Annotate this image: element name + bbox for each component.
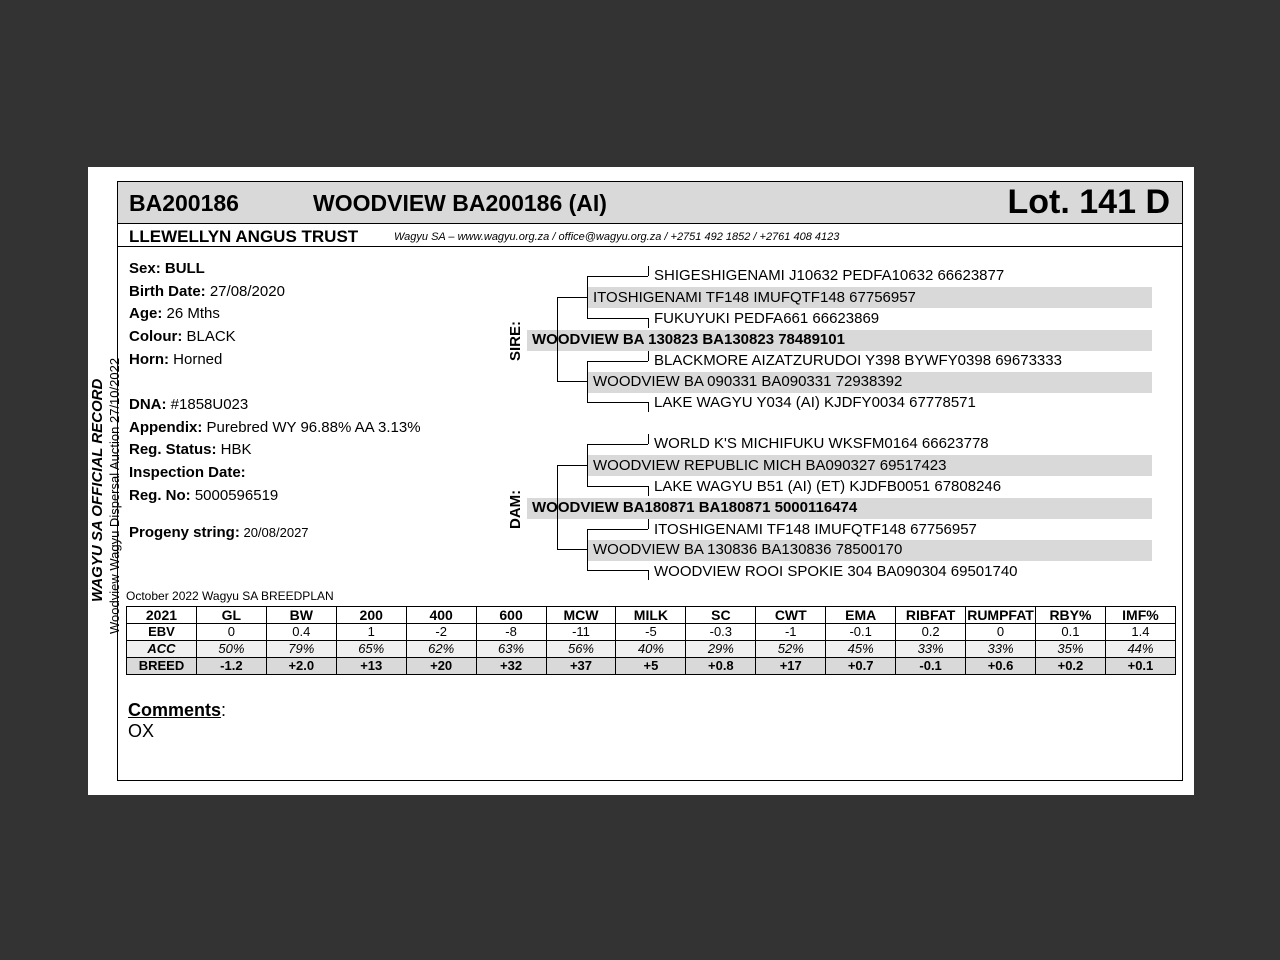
breedplan-cell: +32 — [476, 658, 546, 675]
sex-row — [129, 260, 205, 277]
breedplan-cell: CWT — [756, 607, 826, 624]
inspection-row — [129, 464, 246, 481]
breedplan-cell: +5 — [616, 658, 686, 675]
connector-line — [587, 570, 648, 571]
sire-sire-name: ITOSHIGENAMI TF148 IMUFQTF148 67756957 — [593, 289, 916, 306]
breedplan-cell: 0 — [196, 624, 266, 641]
breedplan-cell: +0.6 — [966, 658, 1036, 675]
dna-value: #1858U023 — [166, 396, 249, 413]
sire-sire-dam-name: FUKUYUKI PEDFA661 66623869 — [654, 310, 880, 327]
connector-line — [648, 570, 649, 580]
progeny-value: 20/08/2027 — [239, 525, 309, 540]
breedplan-cell: 33% — [966, 641, 1036, 658]
breedplan-cell: 600 — [476, 607, 546, 624]
colour-row — [129, 328, 236, 345]
sex-value: BULL — [164, 260, 205, 277]
breedplan-cell: SC — [686, 607, 756, 624]
breedplan-cell: 45% — [826, 641, 896, 658]
breedplan-cell: -2 — [406, 624, 476, 641]
official-record-label: WAGYU SA OFFICIAL RECORD — [89, 378, 106, 602]
breedplan-cell: -0.3 — [686, 624, 756, 641]
breedplan-cell: 1.4 — [1105, 624, 1175, 641]
reg-status-value: HBK — [216, 441, 252, 458]
sire-sire-sire-name: SHIGESHIGENAMI J10632 PEDFA10632 66623877 — [654, 267, 1005, 284]
breedplan-cell: 33% — [896, 641, 966, 658]
connector-line — [648, 266, 649, 276]
animal-name: WOODVIEW BA200186 (AI) — [313, 190, 607, 216]
breedplan-cell: 29% — [686, 641, 756, 658]
breedplan-cell: +0.1 — [1105, 658, 1175, 675]
connector-line — [648, 318, 649, 328]
breedplan-cell: RBY% — [1035, 607, 1105, 624]
breedplan-cell: MILK — [616, 607, 686, 624]
age-row — [129, 305, 220, 322]
breedplan-cell: 62% — [406, 641, 476, 658]
connector-line — [587, 486, 648, 487]
horn-row — [129, 351, 222, 368]
breedplan-cell: -0.1 — [826, 624, 896, 641]
breedplan-cell: -5 — [616, 624, 686, 641]
breedplan-cell: 35% — [1035, 641, 1105, 658]
breedplan-cell: ACC — [127, 641, 197, 658]
breedplan-cell: MCW — [546, 607, 616, 624]
animal-record-card — [117, 181, 1183, 781]
owner-row — [118, 224, 1182, 247]
breedplan-cell: 200 — [336, 607, 406, 624]
connector-line — [587, 318, 648, 319]
dam-sire-dam-name: LAKE WAGYU B51 (AI) (ET) KJDFB0051 67808246 — [654, 478, 1002, 495]
breedplan-cell: 400 — [406, 607, 476, 624]
connector-line — [557, 297, 588, 298]
record-header — [118, 182, 1182, 224]
sire-dam-name: WOODVIEW BA 090331 BA090331 72938392 — [593, 373, 903, 390]
breedplan-cell: -1.2 — [196, 658, 266, 675]
sire-dam-dam-name: LAKE WAGYU Y034 (AI) KJDFY0034 67778571 — [654, 394, 976, 411]
contact-line: Wagyu SA – www.wagyu.org.za / office@wagyu.org.za / +2751 492 1852 / +2761 408 4123 — [394, 231, 840, 243]
inspection-label: Inspection Date: — [129, 464, 246, 481]
breedplan-cell: EBV — [127, 624, 197, 641]
breedplan-cell: BW — [266, 607, 336, 624]
dna-label: DNA: — [129, 396, 167, 413]
progeny-label: Progeny string: — [129, 524, 240, 541]
connector-line — [557, 549, 588, 550]
dna-row — [129, 396, 248, 413]
dam-sire-name: WOODVIEW REPUBLIC MICH BA090327 69517423 — [593, 457, 947, 474]
breedplan-cell: 44% — [1105, 641, 1175, 658]
horn-label: Horn: — [129, 351, 169, 368]
connector-line — [557, 381, 588, 382]
connector-line — [587, 529, 648, 530]
colour-label: Colour: — [129, 328, 183, 345]
breedplan-cell: +37 — [546, 658, 616, 675]
breedplan-cell: 0 — [966, 624, 1036, 641]
dam-dam-dam-name: WOODVIEW ROOI SPOKIE 304 BA090304 69501740 — [654, 563, 1018, 580]
breedplan-cell: RUMPFAT — [967, 607, 1034, 623]
breedplan-row-ebv — [127, 624, 1176, 641]
connector-line — [648, 402, 649, 412]
breedplan-cell: 0.1 — [1035, 624, 1105, 641]
reg-status-row — [129, 441, 252, 458]
owner-name: LLEWELLYN ANGUS TRUST — [129, 227, 359, 246]
birth-value: 27/08/2020 — [205, 283, 285, 300]
horn-value: Horned — [169, 351, 223, 368]
comments-heading — [128, 700, 226, 721]
connector-line — [648, 519, 649, 529]
breedplan-cell: +2.0 — [266, 658, 336, 675]
reg-no-value: 5000596519 — [190, 487, 279, 504]
connector-line — [648, 351, 649, 361]
comments-colon: : — [221, 700, 227, 720]
breedplan-table — [126, 606, 1176, 675]
dam-sire-sire-name: WORLD K'S MICHIFUKU WKSFM0164 66623778 — [654, 435, 989, 452]
breedplan-cell: 52% — [756, 641, 826, 658]
animal-id: BA200186 — [129, 190, 239, 216]
breedplan-cell: +17 — [756, 658, 826, 675]
sire-dam-sire-name: BLACKMORE AIZATZURUDOI Y398 BYWFY0398 69673333 — [654, 352, 1062, 369]
dam-dam-sire-name: ITOSHIGENAMI TF148 IMUFQTF148 67756957 — [654, 521, 977, 538]
dam-name: WOODVIEW BA180871 BA180871 5000116474 — [532, 499, 858, 516]
breedplan-cell: 79% — [266, 641, 336, 658]
breedplan-cell: +0.8 — [686, 658, 756, 675]
sire-dam-bracket — [587, 361, 588, 403]
breedplan-row-acc — [127, 641, 1176, 658]
sire-label: SIRE: — [507, 320, 524, 361]
connector-line — [587, 276, 648, 277]
breedplan-cell: 0.2 — [896, 624, 966, 641]
breedplan-cell: 1 — [336, 624, 406, 641]
breedplan-cell: -8 — [476, 624, 546, 641]
connector-line — [557, 465, 588, 466]
breedplan-cell: GL — [196, 607, 266, 624]
breedplan-row-header — [127, 607, 1176, 624]
breedplan-cell: 56% — [546, 641, 616, 658]
breedplan-cell: +20 — [406, 658, 476, 675]
breedplan-cell: IMF% — [1105, 607, 1175, 624]
dam-label: DAM: — [507, 489, 524, 529]
connector-line — [587, 444, 648, 445]
reg-no-row — [129, 487, 278, 504]
comments-label: Comments — [128, 700, 222, 720]
breedplan-cell: +13 — [336, 658, 406, 675]
appendix-row — [129, 419, 421, 436]
reg-no-label: Reg. No: — [129, 487, 191, 504]
appendix-label: Appendix: — [129, 419, 203, 436]
breedplan-cell: 63% — [476, 641, 546, 658]
age-value: 26 Mths — [162, 305, 220, 322]
dam-dam-bracket — [587, 529, 588, 571]
breedplan-caption: October 2022 Wagyu SA BREEDPLAN — [126, 589, 334, 603]
reg-status-label: Reg. Status: — [129, 441, 217, 458]
breedplan-cell: 65% — [336, 641, 406, 658]
dam-dam-name: WOODVIEW BA 130836 BA130836 78500170 — [593, 541, 903, 558]
sire-sire-bracket — [587, 276, 588, 319]
sire-name: WOODVIEW BA 130823 BA130823 78489101 — [532, 331, 845, 348]
sex-label: Sex: — [129, 260, 165, 277]
connector-line — [587, 361, 648, 362]
auction-label: Woodview Wagyu Dispersal Auction 27/10/2022 — [107, 357, 122, 634]
connector-line — [648, 486, 649, 496]
appendix-value: Purebred WY 96.88% AA 3.13% — [202, 419, 421, 436]
connector-line — [587, 402, 648, 403]
breedplan-cell: 2021 — [127, 607, 197, 624]
breedplan-cell: -1 — [756, 624, 826, 641]
breedplan-cell: BREED — [127, 658, 197, 675]
progeny-row — [129, 524, 309, 541]
breedplan-cell: EMA — [826, 607, 896, 624]
breedplan-row-breed — [127, 658, 1176, 675]
breedplan-cell: +0.7 — [826, 658, 896, 675]
breedplan-cell: RIBFAT — [896, 607, 966, 624]
breedplan-cell: 50% — [196, 641, 266, 658]
connector-line — [648, 434, 649, 444]
birth-label: Birth Date: — [129, 283, 206, 300]
comments-value: OX — [128, 721, 155, 741]
colour-value: BLACK — [182, 328, 236, 345]
breedplan-cell: 40% — [616, 641, 686, 658]
breedplan-cell: -0.1 — [896, 658, 966, 675]
dam-sire-bracket — [587, 444, 588, 486]
lot-number: Lot. 141 D — [1007, 183, 1170, 221]
breedplan-cell: 0.4 — [266, 624, 336, 641]
age-label: Age: — [129, 305, 163, 322]
breedplan-cell: -11 — [546, 624, 616, 641]
breedplan-cell: +0.2 — [1035, 658, 1105, 675]
birth-row — [129, 283, 285, 300]
